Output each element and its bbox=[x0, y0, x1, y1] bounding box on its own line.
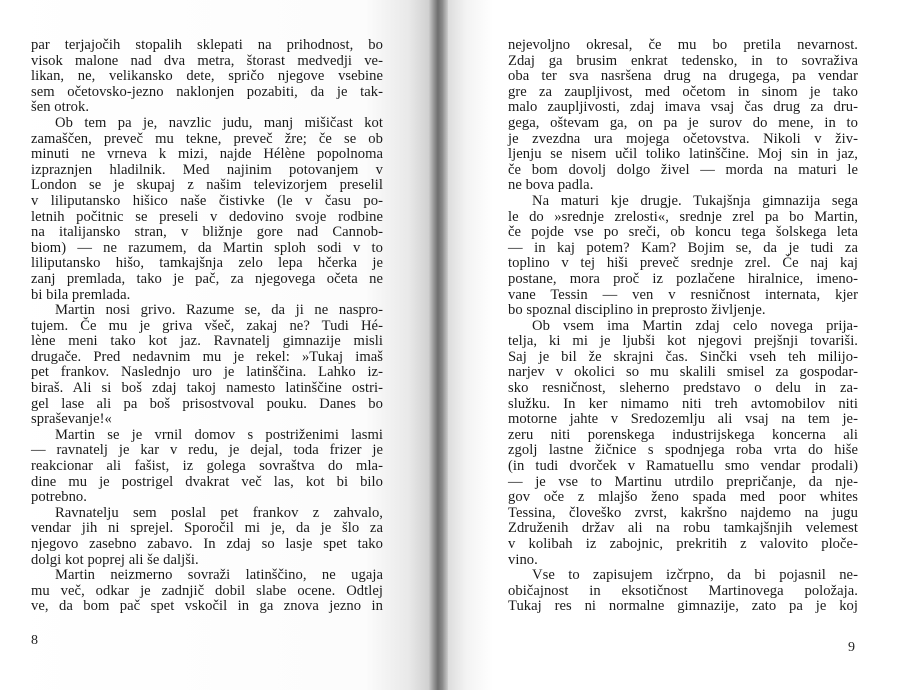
text-line: gov oče z mlajšo ženo spada med poor whites bbox=[508, 489, 858, 506]
text-line: služku. In ker nimamo niti treh avtomobilov niti bbox=[508, 395, 858, 412]
text-line: reakcionar ali fašist, iz golega sovraštva do mla- bbox=[31, 458, 383, 475]
text-line: dolgi kot poprej ali še daljši. bbox=[31, 551, 199, 568]
text-line: zamaščen, preveč mu tekne, preveč žre; če se ob bbox=[31, 130, 383, 147]
text-line: če bom dovolj dolgo živel — morda na maturi le bbox=[508, 161, 858, 178]
text-line: je zvezdna ura mojega očetovstva. Nikoli v živ- bbox=[508, 130, 858, 147]
text-line: biom) — ne razumem, da Martin sploh sodi v to bbox=[31, 239, 383, 256]
text-line: narjev v okolici so mu skalili smisel za gospodar- bbox=[508, 364, 858, 381]
text-line: zeru niti porenskega industrijskega koncerna ali bbox=[508, 426, 858, 443]
text-line: gre za zaupljivost, med očetom in sinom je tako bbox=[508, 83, 858, 100]
text-line: sem očetovsko-jezno naklonjen pozabiti, da je tak- bbox=[31, 83, 383, 100]
text-line: dine mu je postrigel dvakrat več las, kot bi bilo bbox=[31, 473, 383, 490]
book-spine-gutter bbox=[428, 0, 450, 690]
text-line: zgolj lastne žičnice s spodnjega roba vrta do hiše bbox=[508, 442, 858, 459]
text-line: malo zaupljivosti, zdaj imava vsaj čas drug za dru- bbox=[508, 99, 858, 116]
text-line: Martin neizmerno sovraži latinščino, ne ugaja bbox=[55, 567, 383, 584]
text-line: — in kaj potem? Kam? Bojim se, da je tudi za bbox=[508, 239, 858, 256]
text-line: v kolibah iz zabojnic, prekritih z valovito ploče- bbox=[508, 536, 858, 552]
left-page bbox=[0, 0, 430, 690]
text-line: gega, oštevam ga, on pa je surov do mene, in to bbox=[508, 114, 858, 131]
text-line: njegovo zasebno zabavo. In zdaj so lasje spet tako bbox=[31, 536, 383, 552]
text-line: Združenih držav ali na robu tamkajšnjih velemest bbox=[508, 520, 858, 537]
text-line: pet frankov. Naslednjo uro je latinščina. Lahko iz- bbox=[31, 364, 383, 381]
text-line: le do »srednje zrelosti«, srednje zrel pa bo Martin, bbox=[508, 208, 858, 225]
text-line: Martin nosi grivo. Razume se, da ji ne naspro- bbox=[55, 302, 383, 319]
page-number-left: 8 bbox=[31, 633, 38, 648]
text-line: lène meni tako kot jaz. Ravnatelj gimnazije misli bbox=[31, 333, 383, 350]
text-line: — je vse to Martinu utrdilo prepričanje, da nje- bbox=[508, 473, 858, 490]
text-line: oba ter sva nasršena drug na drugega, pa vendar bbox=[508, 68, 858, 85]
text-line: zanj premlada, tako je pač, za njegovega očeta ne bbox=[31, 270, 383, 287]
text-line: če pojde vse po sreči, ob koncu tega šolskega leta bbox=[508, 224, 858, 241]
text-line: Na maturi kje drugje. Tukajšnja gimnazija sega bbox=[532, 192, 858, 209]
text-line: ve, da bom pač spet vskočil in ga znova jezno in bbox=[31, 598, 383, 615]
text-line: Martin se je vrnil domov s postriženimi lasmi bbox=[55, 426, 383, 443]
text-line: minuti ne vrneva k mizi, najde Hélène popolnoma bbox=[31, 146, 383, 163]
text-line: motorne jahte v Sredozemlju ali vsaj na tem je- bbox=[508, 411, 858, 428]
text-line: bi bila premlada. bbox=[31, 286, 131, 303]
text-line: izpraznjen hladilnik. Med najinim potovanjem v bbox=[31, 161, 383, 178]
left-page-text bbox=[31, 38, 383, 615]
text-line: telja, ki mi je ljubši kot njegovi prejšnji tovariši. bbox=[508, 333, 858, 350]
text-line: običajnost in eksotičnost Martinovega položaja. bbox=[508, 582, 858, 599]
text-line: drugače. Pred nedavnim mu je rekel: »Tukaj imaš bbox=[31, 348, 383, 365]
text-line: vane Tessin — ven v resničnost internata, kjer bbox=[508, 286, 858, 303]
text-line: ljenju se nisem učil toliko latinščine. Moj sin in jaz, bbox=[508, 146, 858, 163]
text-line: likan, ne, velikansko dete, spričo njegove vsebine bbox=[31, 68, 383, 85]
text-line: mu več, odkar je zadnjič dobil slabe ocene. Odtlej bbox=[31, 582, 383, 599]
text-line: spraševanje!« bbox=[31, 411, 112, 428]
text-line: — ravnatelj je kar v redu, je dejal, toda frizer je bbox=[31, 442, 383, 459]
text-line: šen otrok. bbox=[31, 99, 90, 116]
text-line: par terjajočih stopalih sklepati na prihodnost, bo bbox=[31, 37, 383, 53]
text-line: bo spoznal disciplino in preprosto življenje. bbox=[508, 302, 766, 319]
text-line: biraš. Ali si boš zdaj takoj namesto latinščine ostri- bbox=[31, 380, 383, 397]
text-line: nejevoljno okresal, če mu bo pretila nevarnost. bbox=[508, 37, 858, 53]
text-line: Zdaj ga brusim enkrat tedensko, in to sovraživa bbox=[508, 52, 858, 69]
text-line: Ravnatelju sem poslal pet frankov z zahvalo, bbox=[55, 504, 383, 521]
text-line: visok malone nad dva metra, štorast medvedji ve- bbox=[31, 52, 383, 69]
text-line: Tukaj res ni normalne gimnazije, zato pa je koj bbox=[508, 598, 858, 615]
text-line: sko resničnost, sleherno predstavo o delu in za- bbox=[508, 380, 858, 397]
text-line: tujem. Če mu je griva všeč, zakaj ne? Tudi Hé- bbox=[31, 317, 383, 334]
text-line: vino. bbox=[508, 551, 538, 568]
text-line: letnih počitnic se preseli v dedovino svoje rodbine bbox=[31, 208, 383, 225]
text-line: ne bova padla. bbox=[508, 177, 594, 194]
text-line: Tessina, človeško zvrst, kakršno najdemo na jugu bbox=[508, 504, 858, 521]
text-line: Vse to zapisujem izčrpno, da bi pojasnil ne- bbox=[532, 567, 858, 584]
text-line: liliputansko hišo, tamkajšnja zelo lepa hčerka je bbox=[31, 255, 383, 272]
text-line: na italijansko stran, v bližnje gore nad Cannob- bbox=[31, 224, 383, 241]
text-line: Ob tem pa je, navzlic judu, manj mišičast kot bbox=[55, 114, 383, 131]
text-line: gel lase ali pa boš prisostvoval pouku. Danes bo bbox=[31, 395, 383, 412]
text-line: toplino v tej hiši preveč srednje zrel. Če naj kaj bbox=[508, 255, 858, 272]
text-line: potrebno. bbox=[31, 489, 87, 506]
text-line: vendar jih ni sprejel. Sporočil mi je, da je šlo za bbox=[31, 520, 383, 537]
text-line: London se je skupaj z našim televizorjem preselil bbox=[31, 177, 383, 194]
text-line: (in tudi dvorček v Ramatuellu smo vendar prodali) bbox=[508, 458, 858, 475]
page-number-right: 9 bbox=[848, 640, 855, 655]
text-line: Saj je bil že skrajni čas. Sinčki vseh teh milijo- bbox=[508, 348, 858, 365]
right-page-text bbox=[508, 38, 858, 615]
text-line: postane, mora proč iz pozlačene hiralnice, imeno- bbox=[508, 270, 858, 287]
text-line: v liliputansko hišico naše čistivke (le v času po- bbox=[31, 192, 383, 209]
text-line: Ob vsem ima Martin zdaj celo novega prija- bbox=[532, 317, 858, 334]
